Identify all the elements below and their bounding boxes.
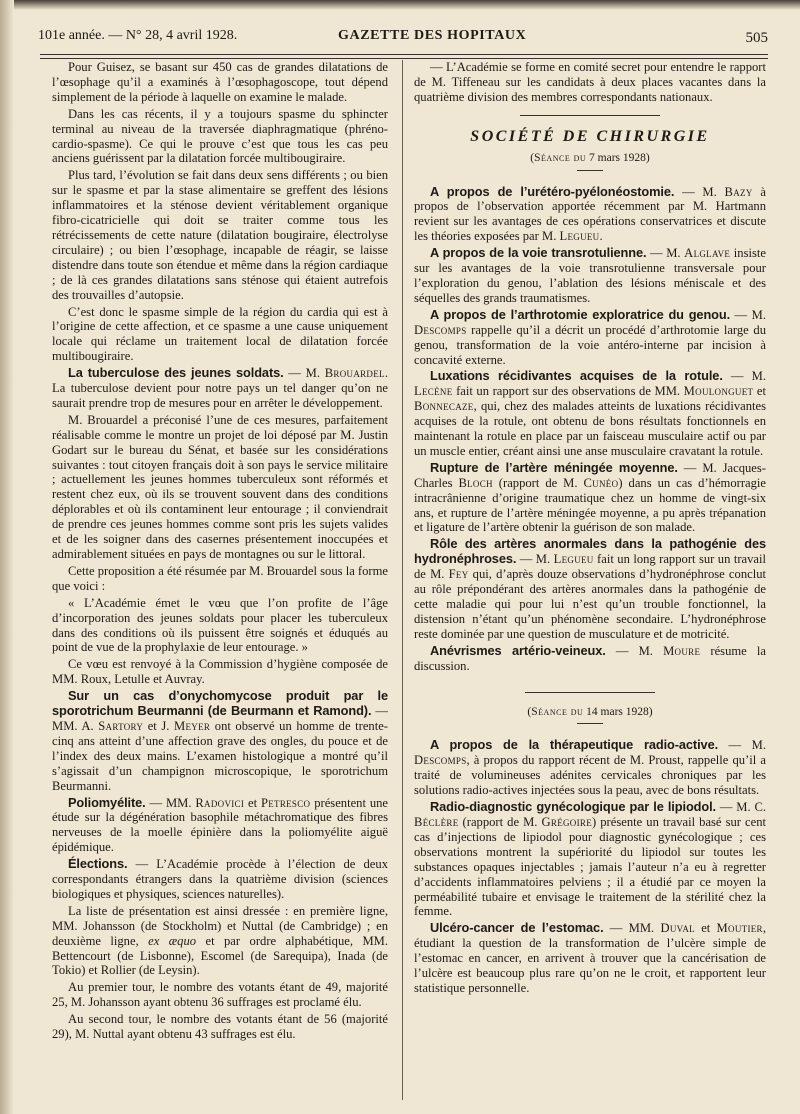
article-heading: Radio-diagnostic gynécologique par le lipiodol. xyxy=(430,799,716,815)
paragraph: M. Brouardel a préconisé l’une de ces mesures, parfaitement réalisable comme le montre un projet de loi déposé par M. Justin Godart sur le bureau du Sénat, et basée sur les considérations suivantes : tout citoyen français doit à son pays le service militaire ; actuellement les jeunes hommes tuberculeux sont réformés et restent chez eux, où ils se trouvent souvent dans des conditions déplorables et où ils contaminent leur entourage ; il conviendrait de prendre ces jeunes hommes comme sont pris les sujets valides et de les soigner dans des casernes présentement inoccupées et admirablement situées en pays de montagnes ou sur le littoral. xyxy=(52,412,388,561)
article-heading: Rôle des artères anormales dans la pathogénie des hydronéphroses. xyxy=(414,536,766,567)
article-heading: A propos de l’urétéro-pyélonéostomie. xyxy=(430,183,675,199)
session-date: (Séance du 14 mars 1928) xyxy=(527,705,653,718)
issue-line: 101e année. — N° 28, 4 avril 1928. xyxy=(38,28,238,43)
article-elections: Élections. — L’Académie procède à l’élection de deux correspondants étrangers dans la quatrième division (sciences biologiques et physiques, sciences naturelles). xyxy=(52,856,388,901)
article-lipiodol: Radio-diagnostic gynécologique par le lipiodol. — M. C. Béclère (rapport de M. Grégoire) présente un travail basé sur cent cas d’injections de lipiodol pour diagnostic gynécologique ; ces observations montrent la supériorité du lipiodol sur toutes les substances opaques injectables ; jamais l’auteur n’a eu à regretter d’accidents inflammatoires pelviens ; il a étudié par ce moyen la perméabilité tubaire et envisage le traitement de la stérilité chez la femme. xyxy=(414,799,766,919)
article-tuberculose: La tuberculose des jeunes soldats. — M. Brouardel. La tuberculose devient pour notre pays un tel danger qu’on ne saurait prendre trop de mesures pour en arrêter le développement. xyxy=(52,365,388,410)
author-name: Descomps xyxy=(414,753,467,768)
author-name: Moure xyxy=(663,643,701,658)
article-poliomyelite: Poliomyélite. — MM. Radovici et Petresco présentent une étude sur la dégénération basophile métachromatique des fibres nerveuses de la moelle épinière dans la poliomyélite aiguë épidémique. xyxy=(52,794,388,855)
article-heading: Ulcéro-cancer de l’estomac. xyxy=(430,920,604,936)
article-ureteropyelo: A propos de l’urétéro-pyélonéostomie. — M. Bazy à propos de l’observation apportée récemment par M. Hartmann revient sur les avantages de ces opérations conservatrices et discute les théories exposées par M. Legueu. xyxy=(414,183,767,244)
author-name: Béclère xyxy=(414,814,459,829)
article-heading: A propos de l’arthrotomie exploratrice du genou. xyxy=(430,306,731,322)
header-rule xyxy=(40,54,768,59)
article-transrotulienne: A propos de la voie transrotulienne. — M. Alglave insiste sur les avantages de la voie transrotulienne transversale pour l’exploration du genou, l’ablation des lésions méniscale et des séquelles des grands traumatismes. xyxy=(414,245,766,305)
date-rule xyxy=(577,723,603,724)
page-left-edge xyxy=(0,0,14,1114)
session-date: (Séance du 7 mars 1928) xyxy=(530,151,650,164)
article-heading: Poliomyélite. xyxy=(68,794,146,810)
article-heading: Élections. xyxy=(68,856,128,872)
article-ulcero-cancer: Ulcéro-cancer de l’estomac. — MM. Duval et Moutier, étudiant la question de la transformation de l’ulcère simple de l’estomac en cancer, en arrivent à trouver que la cancérisation de l’ulcère est beaucoup plus rare qu’on ne le croit, et rapportent leur statistique personnelle. xyxy=(414,920,766,995)
author-name: Bazy xyxy=(724,184,753,199)
author-name: Legueu xyxy=(553,552,594,567)
article-heading: Sur un cas d’onychomycose produit par le sporotrichum Beurmanni (de Beurmann et Ramond). xyxy=(52,688,388,719)
paragraph: — L’Académie se forme en comité secret pour entendre le rapport de M. Tiffeneau sur les candidats à deux places vacantes dans la quatrième division des membres correspondants nationaux. xyxy=(414,60,766,104)
paragraph: Cette proposition a été résumée par M. Brouardel sous la forme que voici : xyxy=(52,563,388,593)
column-divider xyxy=(402,60,403,1100)
right-column xyxy=(414,60,766,998)
quotation: « L’Académie émet le vœu que l’on profite de l’âge d’incorporation des jeunes soldats pour placer les tuberculeux dans des conditions où ils puissent être soignés et éduqués au point de vue de la prophylaxie de leur entourage. » xyxy=(52,595,388,655)
author-name: Cunéo xyxy=(583,475,619,490)
article-radio-active: A propos de la thérapeutique radio-active. — M. Descomps, à propos du rapport récent de M. Proust, rappelle qu’il a traité de volumineuses adénites cervicales chroniques par les solutions radio-actives injectées sous la peau, avec de bons résultats. xyxy=(414,737,766,798)
author-name: Moutier xyxy=(716,921,763,936)
author-name: Bonnecaze xyxy=(414,399,474,414)
section-rule xyxy=(520,115,660,116)
article-hydronephroses: Rôle des artères anormales dans la pathogénie des hydronéphroses. — M. Legueu fait un long rapport sur un travail de M. Fey qui, d’après douze observations d’hydronéphrose conclut au rôle prépondérant des artères anormales dans la pathogénie de cette maladie qui pour lui n’est qu’un trouble fonctionnel, la distension n’étant qu’un phénomène secondaire. L’hydronéphrose reste dominée par une question de musculature et de motricité. xyxy=(414,536,766,641)
section-title: SOCIÉTÉ DE CHIRURGIE xyxy=(470,127,710,145)
author-name: Grégoire xyxy=(541,814,593,829)
author-name: Legueu xyxy=(559,229,600,244)
article-heading: Rupture de l’artère méningée moyenne. xyxy=(430,459,678,475)
author-name: Alglave xyxy=(684,246,731,261)
author-name: Radovici xyxy=(195,795,245,810)
article-heading: A propos de la voie transrotulienne. xyxy=(430,245,647,261)
article-arthrotomie: A propos de l’arthrotomie exploratrice du genou. — M. Descomps rappelle qu’il a décrit un procédé d’arthrotomie large du genou, transformation de la voie antéro-interne par incision à concavité externe. xyxy=(414,306,766,367)
article-heading: Luxations récidivantes acquises de la rotule. xyxy=(430,368,723,384)
page-top-edge xyxy=(0,0,800,10)
section-rule xyxy=(525,692,655,693)
paragraph: Au premier tour, le nombre des votants étant de 49, majorité 25, M. Johansson ayant obtenu 36 suffrages est proclamé élu. xyxy=(52,980,388,1010)
author-name: Bloch xyxy=(458,475,493,490)
author-name: Descomps xyxy=(414,322,467,337)
article-rupture: Rupture de l’artère méningée moyenne. — M. Jacques-Charles Bloch (rapport de M. Cunéo) dans un cas d’hémorragie intracrânienne d’origine traumatique chez un homme de vingt-six ans, et rupture de l’artère méningée moyenne, a pu après trépanation et ligature de l’artère obtenir la guérison de son malade. xyxy=(414,459,766,535)
page-header xyxy=(38,24,768,50)
author-name: Fey xyxy=(448,567,469,582)
author-name: Moulonguet xyxy=(683,384,754,399)
paragraph: Au second tour, le nombre des votants étant de 56 (majorité 29), M. Nuttal ayant obtenu 43 suffrages est élu. xyxy=(52,1012,388,1042)
author-name: Brouardel xyxy=(324,366,385,381)
author-name: Lecène xyxy=(414,384,453,399)
author-name: Sartory xyxy=(98,718,144,733)
article-heading: Anévrismes artério-veineux. xyxy=(430,642,606,658)
paragraph: Plus tard, l’évolution se fait dans deux sens différents ; ou bien sur le spasme et par la stase alimentaire se greffent des lésions inflammatoires et la sténose devient véritablement organique fibro-cicatricielle qui doit se traiter comme tous les rétrécissements de cette nature (dilatation bougiraire, électrolyse circulaire) ; ou bien l’œsophage, incapable de réagir, se laisse distendre dans toute son étendue et même dans la région cardiaque ; de là ces grandes dilatations sans sténose qui étaient autrefois des trouvailles d’autopsie. xyxy=(52,168,388,302)
article-onychomycose: Sur un cas d’onychomycose produit par le sporotrichum Beurmanni (de Beurmann et Ramond). — MM. A. Sartory et J. Meyer ont observé un homme de trente-cinq ans atteint d’une affection grave des ongles, du pouce et de l’index des deux mains. L’examen histologique a montré qu’il s’agissait d’un champignon microscopique, le sporotrichum Beurmanni. xyxy=(52,688,388,793)
paragraph: C’est donc le spasme simple de la région du cardia qui est à l’origine de cette affection, et ce spasme a une cause uniquement locale qui réclame un traitement local de dilatation forcée multibougiraire. xyxy=(52,304,388,364)
article-anevrismes: Anévrismes artério-veineux. — M. Moure résume la discussion. xyxy=(414,642,766,673)
paragraph: Dans les cas récents, il y a toujours spasme du sphincter terminal au niveau de la traversée diaphragmatique (phréno-cardio-spasme). Ce qui le prouve c’est que tous les cas peu anciens guérissent par la dilatation forcée multibougiraire. xyxy=(52,106,388,166)
paragraph: Pour Guisez, se basant sur 450 cas de grandes dilatations de l’œsophage qu’il a examinés à l’œsophagoscope, tout dépend simplement de la période à laquelle on examine le malade. xyxy=(52,60,388,104)
author-name: Meyer xyxy=(174,718,211,733)
paragraph: Ce vœu est renvoyé à la Commission d’hygiène composée de MM. Roux, Letulle et Auvray. xyxy=(52,657,388,687)
page-number: 505 xyxy=(745,30,768,46)
article-heading: A propos de la thérapeutique radio-active. xyxy=(430,737,719,753)
article-luxations: Luxations récidivantes acquises de la rotule. — M. Lecène fait un rapport sur des observations de MM. Moulonguet et Bonnecaze, qui, chez des malades atteints de luxations récidivantes acquises de la rotule, ont obtenu de bons résultats fonctionnels en maintenant la rotule en place par un faisceau musculaire actif ou par un muscle entier, créant ainsi une anse musculaire cravatant la rotule. xyxy=(414,368,766,458)
author-name: Duval xyxy=(660,921,695,936)
left-column xyxy=(52,60,388,1044)
author-name: Petresco xyxy=(260,795,311,810)
date-rule xyxy=(577,170,603,171)
journal-title: GAZETTE DES HOPITAUX xyxy=(338,28,527,43)
paragraph: La liste de présentation est ainsi dressée : en première ligne, MM. Johansson (de Stockholm) et Nuttal (de Cambridge) ; en deuxième ligne, ex æquo et par ordre alphabétique, MM. Bettencourt (de Lisbonne), Escomel (de Sarequipa), Inada (de Tokio) et Rollier (de Leysin). xyxy=(52,903,388,978)
article-heading: La tuberculose des jeunes soldats. xyxy=(68,365,284,381)
